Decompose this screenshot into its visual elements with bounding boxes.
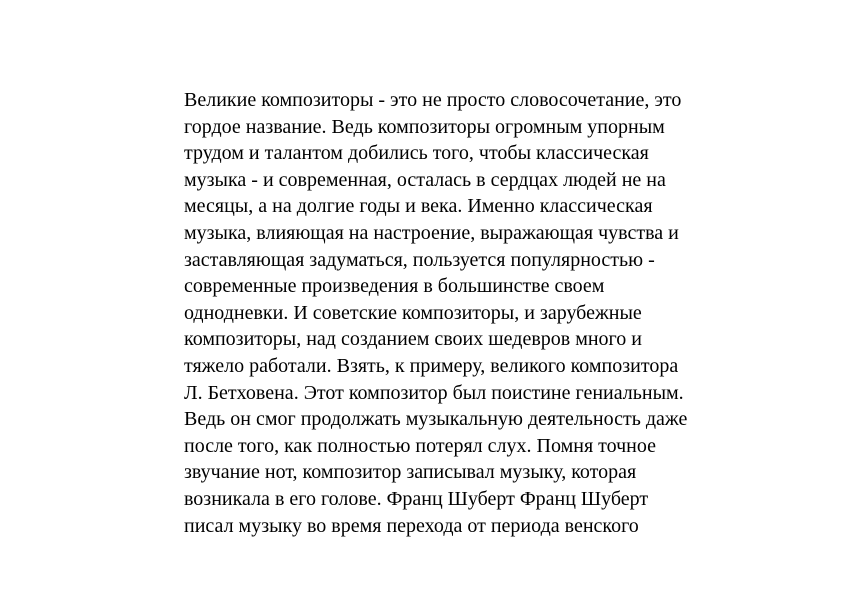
text-line: современные произведения в большинстве своем (184, 275, 605, 298)
text-line: однодневки. И советские композиторы, и зарубежные (184, 301, 642, 324)
text-line: писал музыку во время перехода от периода венского (184, 514, 639, 537)
text-line: композиторы, над созданием своих шедевров много и (184, 328, 642, 351)
text-line: тяжело работали. Взять, к примеру, великого композитора (184, 354, 679, 377)
text-line: музыка - и современная, осталась в сердцах людей не на (184, 168, 666, 191)
text-line: гордое название. Ведь композиторы огромным упорным (184, 115, 665, 138)
text-line: звучание нот, композитор записывал музыку, которая (184, 461, 637, 484)
text-line: Великие композиторы - это не просто словосочетание, это (184, 89, 682, 111)
text-line: трудом и талантом добились того, чтобы классическая (184, 142, 649, 165)
text-line: Ведь он смог продолжать музыкальную деятельность даже (184, 408, 688, 431)
text-line: музыка, влияющая на настроение, выражающая чувства и (184, 221, 679, 244)
text-line: заставляющая задуматься, пользуется популярностью - (184, 248, 655, 271)
text-line: Л. Бетховена. Этот композитор был поистине гениальным. (184, 381, 684, 404)
text-line: после того, как полностью потерял слух. Помня точное (184, 434, 656, 457)
body-paragraph (184, 87, 784, 539)
text-line: месяцы, а на долгие годы и века. Именно классическая (184, 195, 653, 218)
text-line: возникала в его голове. Франц Шуберт Франц Шуберт (184, 487, 649, 510)
